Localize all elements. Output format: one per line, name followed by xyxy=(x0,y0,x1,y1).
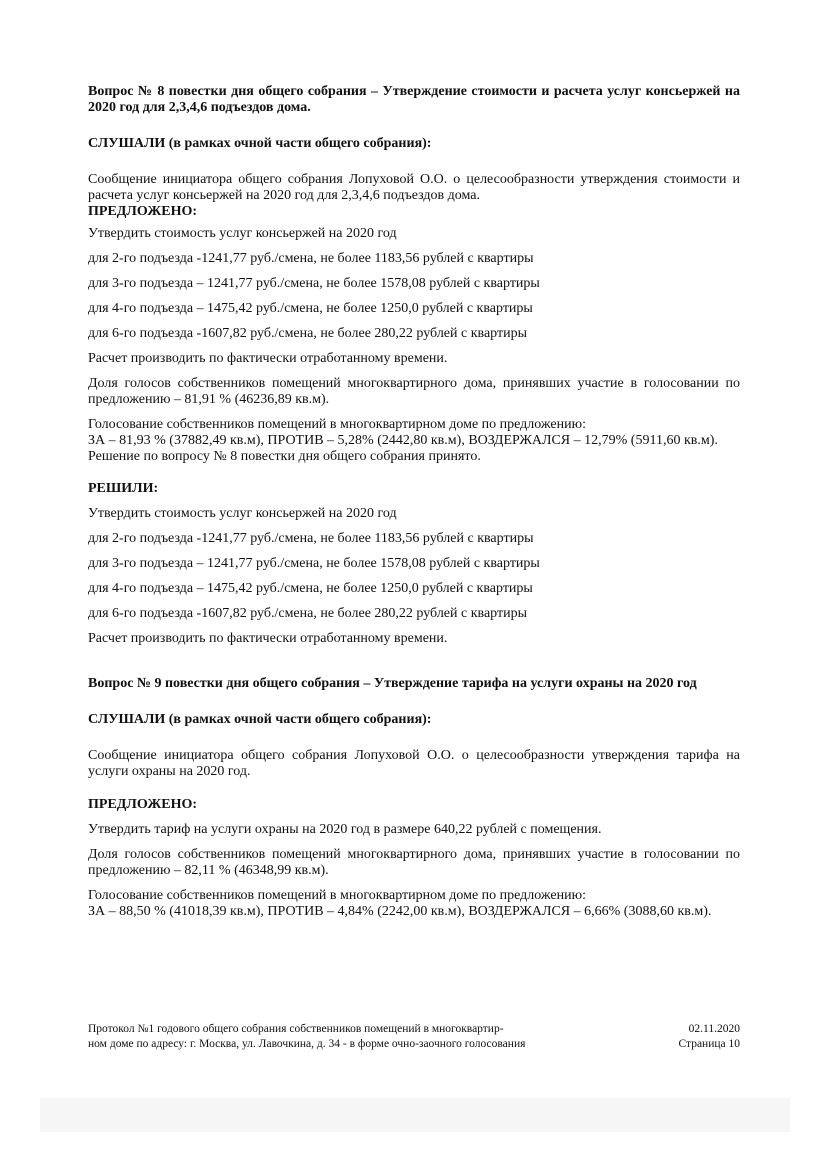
footer-line: Протокол №1 годового общего собрания собственников помещений в многоквартир- xyxy=(88,1023,504,1035)
footer-protocol-note xyxy=(88,1022,588,1052)
question-9-heard-text: Сообщение инициатора общего собрания Лопуховой О.О. о целесообразности утверждения тарифа на услуги охраны на 2020 год. xyxy=(88,748,740,779)
question-8-voting-label: Голосование собственников помещений в многоквартирном доме по предложению: xyxy=(88,417,586,432)
footer-line: ном доме по адресу: г. Москва, ул. Лавочкина, д. 34 - в форме очно-заочного голосования xyxy=(88,1038,526,1050)
question-9-proposed-text: Утвердить тариф на услуги охраны на 2020 год в размере 640,22 рублей с помещения. xyxy=(88,822,602,837)
question-8-heard-label: СЛУШАЛИ (в рамках очной части общего собрания): xyxy=(88,136,432,151)
document-page xyxy=(40,40,790,1098)
question-9-voting-result: ЗА – 88,50 % (41018,39 кв.м), ПРОТИВ – 4,84% (2242,00 кв.м), ВОЗДЕРЖАЛСЯ – 6,66% (3088,60 кв.м). xyxy=(88,904,712,919)
question-8-title: Вопрос № 8 повестки дня общего собрания – Утверждение стоимости и расчета услуг консьержей на 2020 год для 2,3,4,6 подъездов дома. xyxy=(88,84,740,115)
page-content xyxy=(88,84,740,920)
question-8-decided-line: для 2-го подъезда -1241,77 руб./смена, не более 1183,56 рублей с квартиры xyxy=(88,531,534,546)
question-8-decision-note: Решение по вопросу № 8 повестки дня общего собрания принято. xyxy=(88,449,481,464)
question-9-voting-label: Голосование собственников помещений в многоквартирном доме по предложению: xyxy=(88,888,586,903)
question-9-votes-share: Доля голосов собственников помещений многоквартирного дома, принявших участие в голосовании по предложению – 82,11 % (46348,99 кв.м). xyxy=(88,847,740,878)
question-8-decided-label: РЕШИЛИ: xyxy=(88,481,159,496)
question-9-title: Вопрос № 9 повестки дня общего собрания – Утверждение тарифа на услуги охраны на 2020 год xyxy=(88,676,697,691)
question-8-decided-line: для 6-го подъезда -1607,82 руб./смена, не более 280,22 рублей с квартиры xyxy=(88,606,527,621)
question-8-proposed-line: для 6-го подъезда -1607,82 руб./смена, не более 280,22 рублей с квартиры xyxy=(88,326,527,341)
footer-meta xyxy=(679,1022,740,1052)
question-8-decided-line: для 3-го подъезда – 1241,77 руб./смена, не более 1578,08 рублей с квартиры xyxy=(88,556,540,571)
question-9-heard-label: СЛУШАЛИ (в рамках очной части общего собрания): xyxy=(88,712,432,727)
question-8-proposed-line: для 3-го подъезда – 1241,77 руб./смена, не более 1578,08 рублей с квартиры xyxy=(88,276,540,291)
question-8-proposed-label: ПРЕДЛОЖЕНО: xyxy=(88,204,198,219)
question-8-decided-line: Расчет производить по фактически отработанному времени. xyxy=(88,631,448,646)
question-8-decided-line: Утвердить стоимость услуг консьержей на 2020 год xyxy=(88,506,397,521)
question-8-decided-line: для 4-го подъезда – 1475,42 руб./смена, не более 1250,0 рублей с квартиры xyxy=(88,581,533,596)
question-8-heard-text: Сообщение инициатора общего собрания Лопуховой О.О. о целесообразности утверждения стоимости и расчета услуг консьержей на 2020 год для 2,3,4,6 подъездов дома. xyxy=(88,172,740,203)
question-8-voting-result: ЗА – 81,93 % (37882,49 кв.м), ПРОТИВ – 5,28% (2442,80 кв.м), ВОЗДЕРЖАЛСЯ – 12,79% (5911,60 кв.м). xyxy=(88,433,718,448)
page-number: Страница 10 xyxy=(678,1038,740,1050)
question-8-proposed-line: Расчет производить по фактически отработанному времени. xyxy=(88,351,448,366)
question-8-proposed-line: для 4-го подъезда – 1475,42 руб./смена, не более 1250,0 рублей с квартиры xyxy=(88,301,533,316)
question-8-proposed-line: для 2-го подъезда -1241,77 руб./смена, не более 1183,56 рублей с квартиры xyxy=(88,251,534,266)
question-8-proposed-line: Утвердить стоимость услуг консьержей на 2020 год xyxy=(88,226,397,241)
question-8-votes-share: Доля голосов собственников помещений многоквартирного дома, принявших участие в голосовании по предложению – 81,91 % (46236,89 кв.м). xyxy=(88,376,740,407)
footer-date: 02.11.2020 xyxy=(688,1023,740,1035)
question-9-proposed-label: ПРЕДЛОЖЕНО: xyxy=(88,797,198,812)
